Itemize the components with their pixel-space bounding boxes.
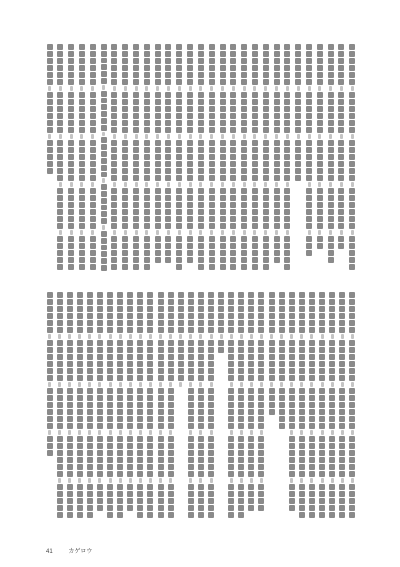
text-column: [76, 292, 83, 524]
text-column: [278, 292, 285, 524]
text-column: [57, 44, 64, 272]
text-column: [241, 44, 248, 272]
text-column: [339, 292, 346, 524]
running-title: カゲロウ: [68, 549, 93, 555]
text-column: [218, 292, 225, 524]
text-column: [306, 44, 313, 272]
text-column: [219, 44, 226, 272]
text-column: [273, 44, 280, 272]
text-column: [96, 292, 103, 524]
text-column: [100, 44, 107, 272]
text-column: [147, 292, 154, 524]
text-column: [316, 44, 323, 272]
text-column: [133, 44, 140, 272]
text-column: [107, 292, 114, 524]
text-column: [258, 292, 265, 524]
text-column: [197, 44, 204, 272]
text-column: [176, 44, 183, 272]
text-column: [248, 292, 255, 524]
text-column: [295, 44, 302, 272]
text-column: [268, 292, 275, 524]
upper-text-band: [46, 44, 356, 272]
text-column: [197, 292, 204, 524]
text-column: [298, 292, 305, 524]
text-column: [349, 44, 356, 272]
text-column: [327, 44, 334, 272]
text-column: [137, 292, 144, 524]
text-column: [154, 44, 161, 272]
text-column: [338, 44, 345, 272]
text-column: [284, 44, 291, 272]
text-column: [86, 292, 93, 524]
text-column: [288, 292, 295, 524]
text-column: [308, 292, 315, 524]
text-column: [68, 44, 75, 272]
text-column: [66, 292, 73, 524]
text-column: [111, 44, 118, 272]
lower-text-band: [46, 292, 356, 524]
text-column: [319, 292, 326, 524]
text-column: [89, 44, 96, 272]
text-column: [117, 292, 124, 524]
text-column: [46, 44, 53, 272]
text-column: [165, 44, 172, 272]
text-column: [329, 292, 336, 524]
text-column: [208, 292, 215, 524]
page-footer: [46, 546, 92, 555]
text-column: [143, 44, 150, 272]
text-column: [228, 292, 235, 524]
text-column: [208, 44, 215, 272]
text-column: [122, 44, 129, 272]
text-column: [167, 292, 174, 524]
text-column: [187, 292, 194, 524]
text-column: [46, 292, 53, 524]
text-column: [349, 292, 356, 524]
text-column: [251, 44, 258, 272]
text-column: [157, 292, 164, 524]
text-column: [56, 292, 63, 524]
text-column: [262, 44, 269, 272]
text-column: [177, 292, 184, 524]
text-column: [238, 292, 245, 524]
text-column: [127, 292, 134, 524]
text-column: [187, 44, 194, 272]
text-column: [78, 44, 85, 272]
text-column: [230, 44, 237, 272]
page-number: 41: [46, 549, 53, 555]
